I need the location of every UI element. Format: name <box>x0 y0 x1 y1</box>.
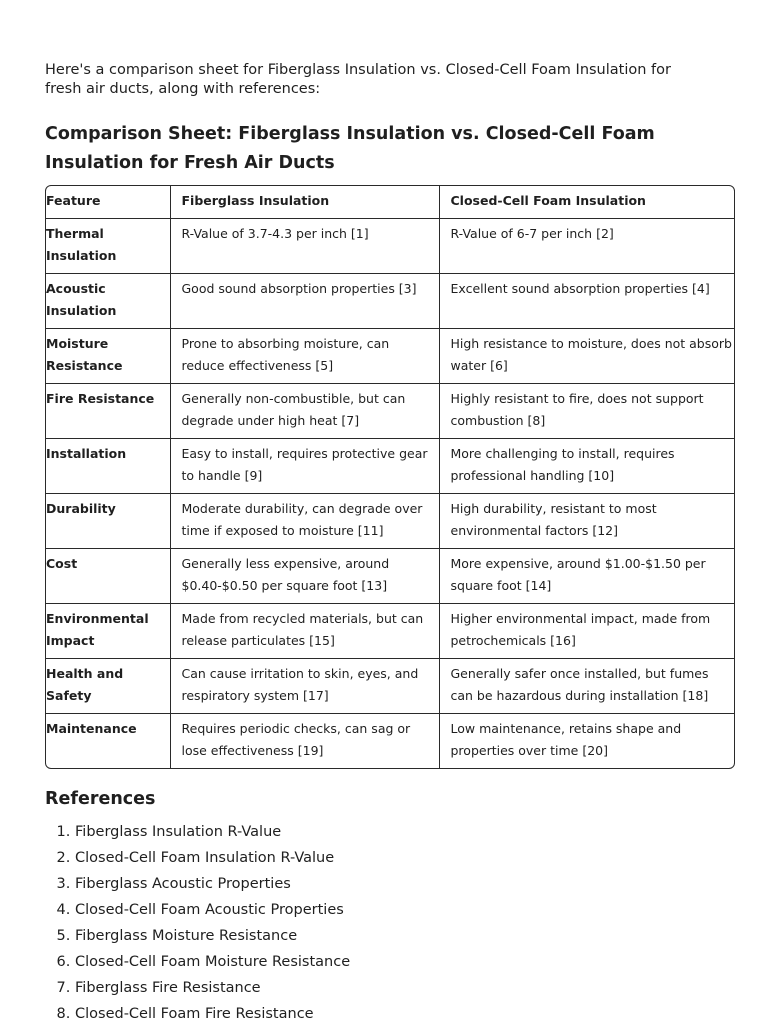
references-list <box>45 819 745 1027</box>
cell-feature: Health and Safety <box>46 659 170 714</box>
comparison-table-container <box>45 185 735 769</box>
table-row <box>46 494 734 549</box>
cell-feature: Maintenance <box>46 721 137 736</box>
cell-closed-cell-foam: Highly resistant to fire, does not support combustion [8] <box>439 384 734 439</box>
reference-item: 7. Fiberglass Fire Resistance <box>75 975 745 1001</box>
cell-feature: Acoustic Insulation <box>46 274 170 329</box>
cell-closed-cell-foam: Low maintenance, retains shape and properties over time [20] <box>439 714 734 769</box>
comparison-table <box>46 186 734 768</box>
cell-feature: Durability <box>46 494 170 549</box>
header-feature: Feature <box>46 186 170 219</box>
document-body <box>45 61 745 1027</box>
cell-fiberglass: R-Value of 3.7-4.3 per inch [1] <box>170 219 439 274</box>
cell-feature: Thermal Insulation <box>46 219 170 274</box>
cell-closed-cell-foam: R-Value of 6-7 per inch [2] <box>439 219 734 274</box>
cell-fiberglass: Requires periodic checks, can sag or lose effectiveness [19] <box>170 714 439 769</box>
cell-feature: Environmental Impact <box>46 604 170 659</box>
cell-closed-cell-foam: Higher environmental impact, made from petrochemicals [16] <box>439 604 734 659</box>
cell-fiberglass: Good sound absorption properties [3] <box>170 274 439 329</box>
cell-fiberglass: Prone to absorbing moisture, can reduce effectiveness [5] <box>170 329 439 384</box>
cell-feature: Fire Resistance <box>46 384 170 439</box>
reference-item: 4. Closed-Cell Foam Acoustic Properties <box>75 897 745 923</box>
cell-fiberglass: Generally less expensive, around $0.40-$0.50 per square foot [13] <box>170 549 439 604</box>
page-title: Comparison Sheet: Fiberglass Insulation vs. Closed-Cell Foam Insulation for Fresh Air Ducts <box>45 124 655 173</box>
reference-item: 1. Fiberglass Insulation R-Value <box>75 819 745 845</box>
table-row <box>46 604 734 659</box>
table-row <box>46 219 734 274</box>
cell-closed-cell-foam: More expensive, around $1.00-$1.50 per square foot [14] <box>439 549 734 604</box>
cell-closed-cell-foam: More challenging to install, requires professional handling [10] <box>439 439 734 494</box>
reference-item: 3. Fiberglass Acoustic Properties <box>75 871 745 897</box>
cell-feature: Moisture Resistance <box>46 329 170 384</box>
reference-item: 8. Closed-Cell Foam Fire Resistance <box>75 1001 745 1027</box>
table-row <box>46 549 734 604</box>
reference-item: 2. Closed-Cell Foam Insulation R-Value <box>75 845 745 871</box>
cell-closed-cell-foam: High resistance to moisture, does not absorb water [6] <box>439 329 734 384</box>
reference-item: 6. Closed-Cell Foam Moisture Resistance <box>75 949 745 975</box>
header-fiberglass: Fiberglass Insulation <box>170 186 439 219</box>
table-row <box>46 714 734 769</box>
table-row <box>46 439 734 494</box>
table-row <box>46 329 734 384</box>
cell-fiberglass: Moderate durability, can degrade over time if exposed to moisture [11] <box>170 494 439 549</box>
references-heading: References <box>45 789 156 809</box>
table-row <box>46 659 734 714</box>
table-header-row <box>46 186 734 219</box>
cell-closed-cell-foam: Generally safer once installed, but fumes can be hazardous during installation [18] <box>439 659 734 714</box>
table-row <box>46 384 734 439</box>
cell-fiberglass: Generally non-combustible, but can degrade under high heat [7] <box>170 384 439 439</box>
cell-closed-cell-foam: High durability, resistant to most environmental factors [12] <box>439 494 734 549</box>
cell-fiberglass: Easy to install, requires protective gear to handle [9] <box>170 439 439 494</box>
cell-fiberglass: Can cause irritation to skin, eyes, and respiratory system [17] <box>170 659 439 714</box>
intro-paragraph: Here's a comparison sheet for Fiberglass Insulation vs. Closed-Cell Foam Insulation for fresh air ducts, along with references: <box>45 62 671 97</box>
table-row <box>46 274 734 329</box>
cell-feature: Cost <box>46 549 170 604</box>
cell-feature: Installation <box>46 439 170 494</box>
cell-closed-cell-foam: Excellent sound absorption properties [4] <box>439 274 734 329</box>
header-closed-cell-foam: Closed-Cell Foam Insulation <box>439 186 734 219</box>
cell-fiberglass: Made from recycled materials, but can release particulates [15] <box>170 604 439 659</box>
reference-item: 5. Fiberglass Moisture Resistance <box>75 923 745 949</box>
